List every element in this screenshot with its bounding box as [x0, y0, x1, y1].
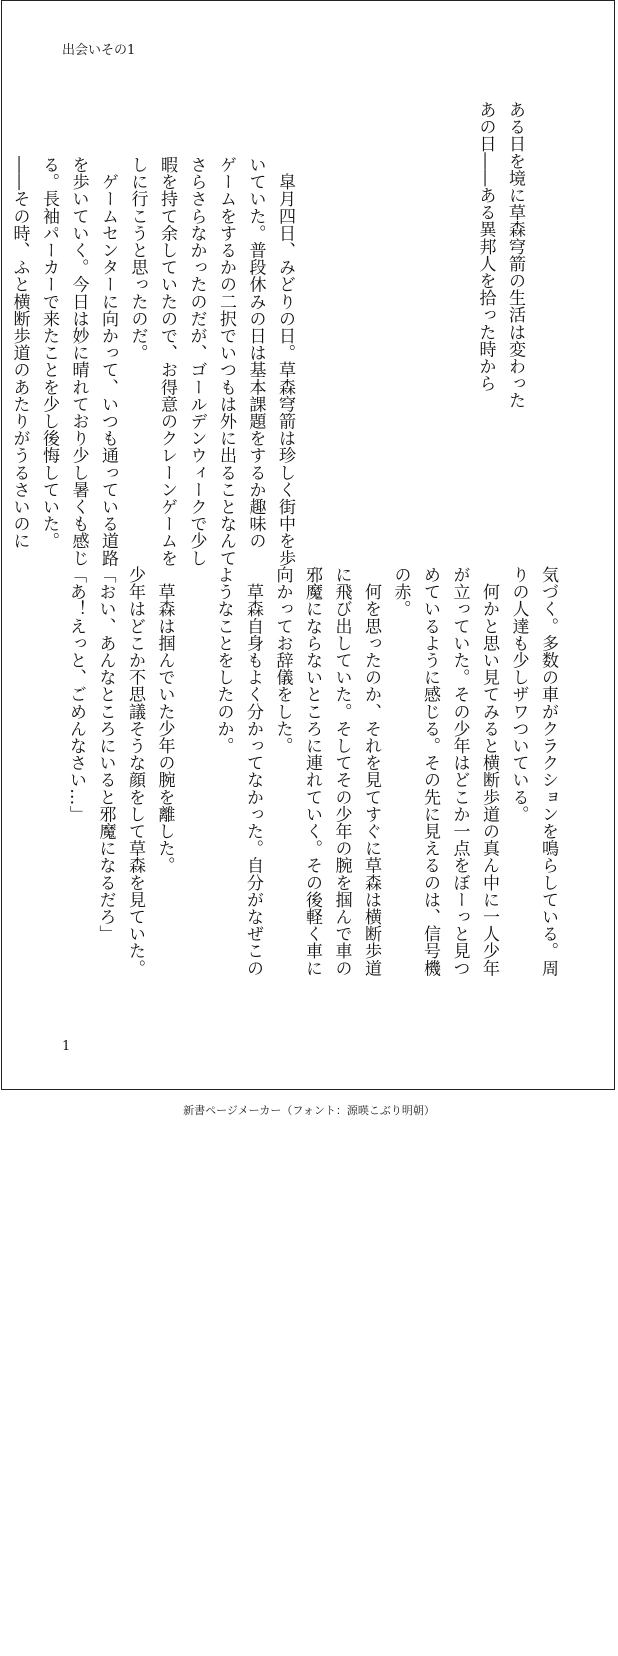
text-line: 暇を持て余していたので、お得意のクレーンゲームを [157, 156, 177, 567]
text-line: 草森自身もよく分かってなかった。自分がなぜこの [243, 566, 263, 977]
text-line: ――その時、ふと横断歩道のあたりがうるさいのに [9, 156, 30, 550]
text-line: 気づく。多数の車がクラクションを鳴らしている。周 [538, 566, 558, 977]
text-line: に飛び出していた。そしてその少年の腕を掴んで車の [331, 566, 352, 977]
text-line: ようなことをしたのか。 [213, 566, 234, 755]
body-upper-text [4, 156, 299, 566]
text-line: 「おい、あんなところにいると邪魔になるだろ」 [95, 566, 116, 943]
text-line: を歩いていく。今日は妙に晴れており少し暑くも感じ [68, 156, 89, 567]
intro-text [470, 101, 529, 409]
text-line: めているように感じる。その先に見えるのは、信号機 [420, 566, 440, 977]
text-line: 皐月四日、みどりの日。草森穹箭は珍しく街中を歩 [275, 156, 295, 567]
text-line: ゲームセンターに向かって、いつも通っている道路 [98, 156, 118, 567]
blank-line [179, 566, 209, 976]
text-line: しに行こうと思ったのだ。 [127, 156, 148, 362]
text-line: ゲームをするかの二択でいつもは外に出ることなんて [216, 156, 236, 567]
footer-credit: 新書ページメーカー（フォント：源暎こぶり明朝） [183, 1104, 435, 1117]
text-line: が立っていた。その少年はどこか一点をぼーっと見つ [449, 566, 470, 977]
text-line: 向かってお辞儀をした。 [272, 566, 293, 755]
page-number: 1 [62, 1039, 71, 1054]
text-line: 草森は掴んでいた少年の腕を離した。 [154, 566, 175, 874]
text-line: 少年はどこか不思議そうな顔をして草森を見ていた。 [125, 566, 145, 977]
text-line: いていた。普段休みの日は基本課題をするか趣味の [245, 156, 266, 550]
text-line: あの日――ある異邦人を拾った時から [475, 101, 496, 392]
text-line: 邪魔にならないところに連れていく。その後軽く車に [302, 566, 322, 977]
text-line: の赤。 [390, 566, 411, 618]
text-line: りの人達も少しザワついている。 [508, 566, 529, 823]
text-line: 「あ！えっと、ごめんなさい…」 [66, 566, 86, 823]
book-page [1, 0, 615, 1090]
body-lower-text [61, 566, 563, 976]
text-line: 何かと思い見てみると横断歩道の真ん中に一人少年 [479, 566, 499, 977]
chapter-title: 出会いその1 [62, 43, 136, 58]
text-line: 何を思ったのか、それを見てすぐに草森は横断歩道 [361, 566, 381, 977]
text-line: る。長袖パーカーで来たことを少し後悔していた。 [39, 156, 59, 550]
text-line: ある日を境に草森穹箭の生活は変わった [505, 101, 525, 409]
text-line: さらさらなかったのだが、ゴールデンウィークで少し [186, 156, 207, 567]
